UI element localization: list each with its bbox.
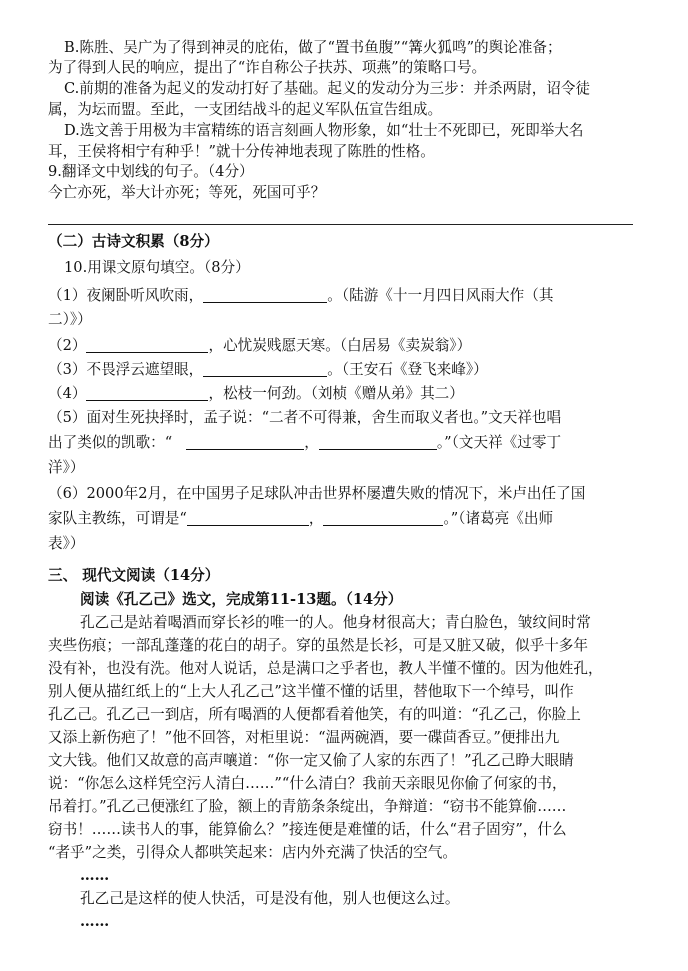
blank-2[interactable] (86, 337, 208, 353)
passage-line: 吊着打。”孔乙己便涨红了脸，额上的青筋条条绽出，争辩道：“窃书不能算偷…… (48, 798, 567, 815)
q8-option-d-line1: D.选文善于用极为丰富精练的语言刻画人物形象，如“壮士不死即已，死即举大名 (64, 122, 584, 139)
passage-line: 孔乙己。孔乙己一到店，所有喝酒的人便都看着他笑，有的叫道：“孔乙己，你脸上 (48, 706, 581, 723)
passage-line: 夹些伤痕；一部乱蓬蓬的花白的胡子。穿的虽然是长衫，可是又脏又破，似乎十多年 (48, 637, 588, 654)
q10-item1-line2: 二）》） (48, 311, 92, 328)
passage-ellipsis: …… (80, 867, 110, 884)
q10-item5-line3: 洋》） (48, 459, 85, 476)
blank-4[interactable] (86, 385, 208, 401)
q8-option-b-line1: B.陈胜、吴广为了得到神灵的庇佑，做了“置书鱼腹”“篝火狐鸣”的舆论准备； (64, 39, 562, 56)
blank-5a[interactable] (186, 434, 304, 450)
passage-paragraph-2: 孔乙己是这样的使人快活，可是没有他，别人也便这么过。 (80, 890, 460, 907)
q8-option-c-line1: C.前期的准备为起义的发动打好了基础。起义的发动分为三步：并杀两尉，诏令徒 (64, 80, 591, 97)
passage-line: 文大钱。他们又故意的高声嚷道：“你一定又偷了人家的东西了！”孔乙己睁大眼睛 (48, 752, 574, 769)
blank-6a[interactable] (187, 510, 309, 526)
passage-line: 没有补，也没有洗。他对人说话，总是满口之乎者也，教人半懂不懂的。因为他姓孔， (48, 660, 603, 677)
q10-item5-line2: 出了类似的凯歌：“ ， 。”（文天祥《过零丁 (48, 434, 562, 451)
q9-sentence: 今亡亦死，举大计亦死；等死，死国可乎？ (48, 184, 326, 201)
q10-item2: （2） ，心忧炭贱愿天寒。（白居易《卖炭翁》） (48, 337, 472, 354)
passage-line: 又添上新伤疤了！”他不回答，对柜里说：“温两碗酒，要一碟茴香豆。”便排出九 (48, 729, 560, 746)
q10-item6-line2: 家队主教练，可谓是“ ， 。”（诸葛亮《出师 (48, 510, 554, 527)
q10-item4: （4） ，松枝一何劲。（刘桢《赠从弟》其二） (48, 385, 464, 402)
passage-line: 别人便从描红纸上的“上大人孔乙己”这半懂不懂的话里，替他取下一个绰号，叫作 (48, 683, 574, 700)
passage-line: 孔乙己是站着喝酒而穿长衫的唯一的人。他身材很高大；青白脸色，皱纹间时常 (80, 614, 591, 631)
passage-ellipsis: …… (80, 913, 110, 930)
q9-title: 9.翻译文中划线的句子。（4分） (48, 163, 254, 180)
q10-item3: （3）不畏浮云遮望眼， 。（王安石《登飞来峰》） (48, 361, 488, 378)
q8-option-d-line2: 耳，王侯将相宁有种乎！”就十分传神地表现了陈胜的性格。 (48, 143, 435, 160)
q8-option-b-line2: 为了得到人民的响应，提出了“诈自称公子扶苏、项燕”的策略口号。 (48, 59, 487, 76)
passage-line: 说：“你怎么这样凭空污人清白……”“什么清白？我前天亲眼见你偷了何家的书， (48, 775, 567, 792)
q10-item1-line1: （1）夜阑卧听风吹雨， 。（陆游《十一月四日风雨大作（其 (48, 287, 554, 304)
blank-3[interactable] (203, 361, 327, 377)
blank-6b[interactable] (323, 510, 443, 526)
section3-heading: 三、 现代文阅读（14分） (48, 567, 220, 584)
section3-instruction: 阅读《孔乙己》选文，完成第11-13题。（14分） (80, 591, 403, 608)
q10-item6-line1: （6）2000年2月，在中国男子足球队冲击世界杯屡遭失败的情况下，米卢出任了国 (48, 485, 586, 502)
q10-title: 10.用课文原句填空。（8分） (64, 259, 250, 276)
q8-option-c-line2: 属，为坛而盟。至此，一支团结战斗的起义军队伍宣告组成。 (48, 101, 443, 118)
answer-line[interactable] (48, 224, 633, 225)
blank-5b[interactable] (319, 434, 437, 450)
blank-1[interactable] (203, 287, 327, 303)
passage-line: “者乎”之类，引得众人都哄笑起来：店内外充满了快活的空气。 (48, 844, 457, 861)
q10-item6-line3: 表》） (48, 535, 85, 552)
passage-line: 窃书！……读书人的事，能算偷么？”接连便是难懂的话，什么“君子固穷”，什么 (48, 821, 567, 838)
section2-heading: （二）古诗文积累（8分） (48, 233, 219, 250)
q10-item5-line1: （5）面对生死抉择时，孟子说：“二者不可得兼，舍生而取义者也。”文天祥也唱 (48, 409, 562, 426)
